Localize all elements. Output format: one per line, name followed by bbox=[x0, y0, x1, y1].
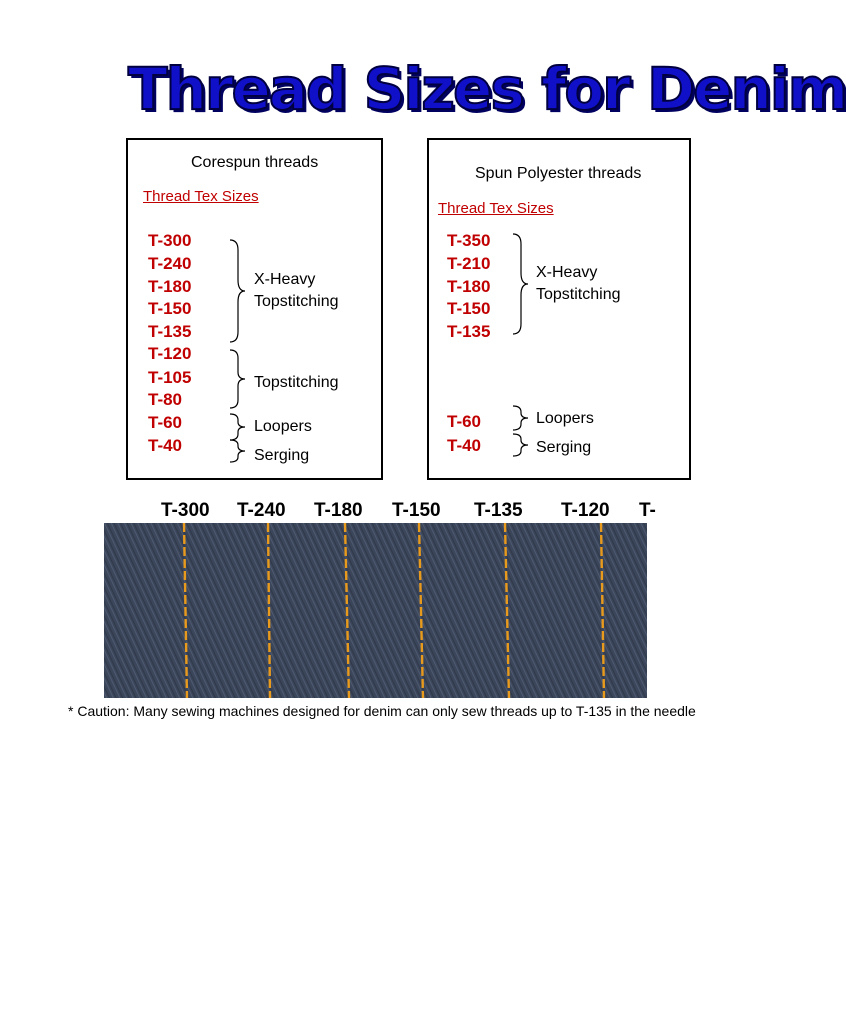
corespun-label: X-Heavy bbox=[254, 271, 316, 288]
sample-size-label: T-135 bbox=[474, 500, 523, 521]
corespun-size: T-60 bbox=[148, 413, 183, 432]
polyester-label: Loopers bbox=[536, 410, 594, 427]
corespun-size: T-150 bbox=[148, 299, 192, 318]
sample-size-label: T-120 bbox=[561, 500, 610, 521]
polyester-header: Spun Polyester threads bbox=[475, 165, 642, 182]
corespun-threads-box bbox=[126, 138, 383, 480]
corespun-size: T-180 bbox=[148, 277, 192, 296]
sample-size-label: T-240 bbox=[237, 500, 286, 521]
polyester-size: T-135 bbox=[447, 322, 491, 341]
polyester-label: X-Heavy bbox=[536, 264, 598, 281]
sample-size-label: T- bbox=[639, 500, 656, 521]
corespun-size: T-240 bbox=[148, 254, 192, 273]
sample-size-label: T-300 bbox=[161, 500, 210, 521]
sample-size-labels bbox=[0, 500, 656, 524]
caution-note: * Caution: Many sewing machines designed for denim can only sew threads up to T-135 in the needle bbox=[68, 703, 696, 719]
sample-size-label: T-180 bbox=[314, 500, 363, 521]
brace-icon bbox=[228, 348, 246, 410]
polyester-label: Serging bbox=[536, 439, 592, 456]
polyester-size: T-210 bbox=[447, 254, 491, 273]
polyester-threads-box bbox=[427, 138, 691, 480]
polyester-size: T-180 bbox=[447, 277, 491, 296]
corespun-size: T-105 bbox=[148, 368, 192, 387]
corespun-size: T-135 bbox=[148, 322, 192, 341]
polyester-size: T-350 bbox=[447, 231, 491, 250]
corespun-subheader: Thread Tex Sizes bbox=[143, 188, 259, 205]
corespun-label: Topstitching bbox=[254, 374, 339, 391]
corespun-size: T-40 bbox=[148, 436, 183, 455]
corespun-header: Corespun threads bbox=[191, 154, 319, 171]
polyester-size: T-150 bbox=[447, 299, 491, 318]
brace-icon bbox=[511, 404, 529, 432]
denim-stitch-sample-image bbox=[104, 523, 647, 698]
brace-icon bbox=[228, 438, 246, 464]
page-title: Thread Sizes for Denim bbox=[128, 55, 846, 123]
polyester-size: T-40 bbox=[447, 436, 482, 455]
polyester-subheader: Thread Tex Sizes bbox=[438, 200, 554, 217]
brace-icon bbox=[511, 232, 529, 336]
corespun-label: Serging bbox=[254, 447, 310, 464]
corespun-label: Loopers bbox=[254, 418, 312, 435]
polyester-size: T-60 bbox=[447, 412, 482, 431]
corespun-size: T-120 bbox=[148, 344, 192, 363]
polyester-label: Topstitching bbox=[536, 286, 621, 303]
corespun-label: Topstitching bbox=[254, 293, 339, 310]
brace-icon bbox=[511, 432, 529, 458]
corespun-size: T-300 bbox=[148, 231, 192, 250]
brace-icon bbox=[228, 238, 246, 344]
corespun-size: T-80 bbox=[148, 390, 183, 409]
sample-size-label: T-150 bbox=[392, 500, 441, 521]
